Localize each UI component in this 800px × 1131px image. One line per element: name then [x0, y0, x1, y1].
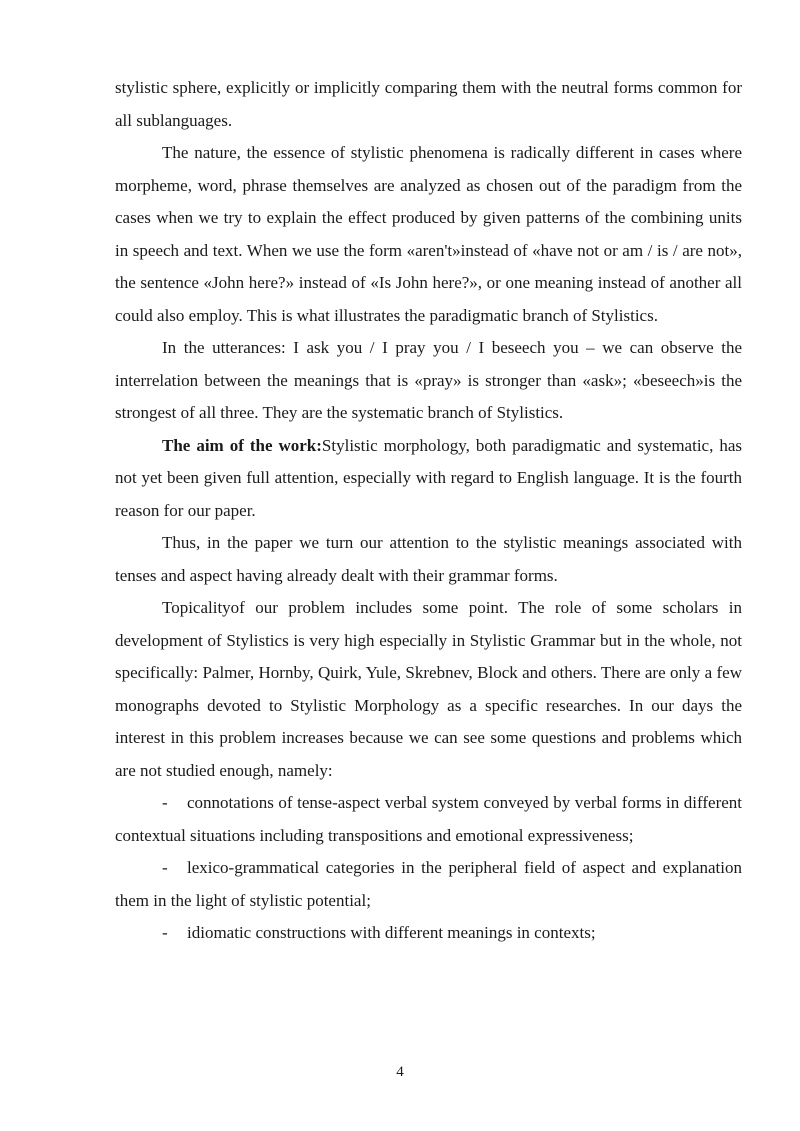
list-item-text: idiomatic constructions with different meanings in contexts;: [187, 923, 596, 942]
paragraph-continuation: stylistic sphere, explicitly or implicitly comparing them with the neutral forms common for all sublanguages.: [115, 78, 742, 130]
paragraph-paradigmatic: The nature, the essence of stylistic phenomena is radically different in cases where morpheme, word, phrase themselves are analyzed as chosen out of the paradigm from the cases when we try to explain the effect produced by given patterns of the combining units in speech and text. When we use the form «aren't»instead of «have not or am / is / are not», the sentence «John here?» instead of «Is John here?», or one meaning instead of another all could also employ. This is what illustrates the paradigmatic branch of Stylistics.: [115, 143, 742, 325]
aim-text: Stylistic morphology, both paradigmatic and systematic, has not yet been given full attention, especially with regard to English language. It is the fourth reason for our paper.: [115, 435, 742, 520]
page-number: 4: [396, 1064, 404, 1080]
list-marker: -: [162, 923, 168, 942]
list-item-text: lexico-grammatical categories in the peripheral field of aspect and explanation them in the light of stylistic potential;: [115, 858, 742, 910]
document-body: [115, 72, 742, 950]
list-marker: -: [162, 793, 168, 812]
list-item: [115, 787, 742, 852]
paragraph-utterances: In the utterances: I ask you / I pray you / I beseech you – we can observe the interrelation between the meanings that is «pray» is stronger than «ask»; «beseech»is the strongest of all three. They are the systematic branch of Stylistics.: [115, 338, 742, 422]
list-item: [115, 917, 742, 950]
list-item-text: connotations of tense-aspect verbal system conveyed by verbal forms in different contextual situations including transpositions and emotional expressiveness;: [115, 793, 742, 845]
paragraph-topicality: Topicalityof our problem includes some point. The role of some scholars in development of Stylistics is very high especially in Stylistic Grammar but in the whole, not specifically: Palmer, Hornby, Quirk, Yule, Skrebnev, Block and others. There are only a few monographs devoted to Stylistic Morphology as a specific researches. In our days the interest in this problem increases because we can see some questions and problems which are not studied enough, namely:: [115, 598, 742, 780]
list-item: [115, 852, 742, 917]
aim-heading: The aim of the work:: [162, 435, 322, 455]
list-marker: -: [162, 858, 168, 877]
paragraph-aim: [115, 430, 742, 528]
paragraph-tenses: Thus, in the paper we turn our attention to the stylistic meanings associated with tenses and aspect having already dealt with their grammar forms.: [115, 533, 742, 585]
